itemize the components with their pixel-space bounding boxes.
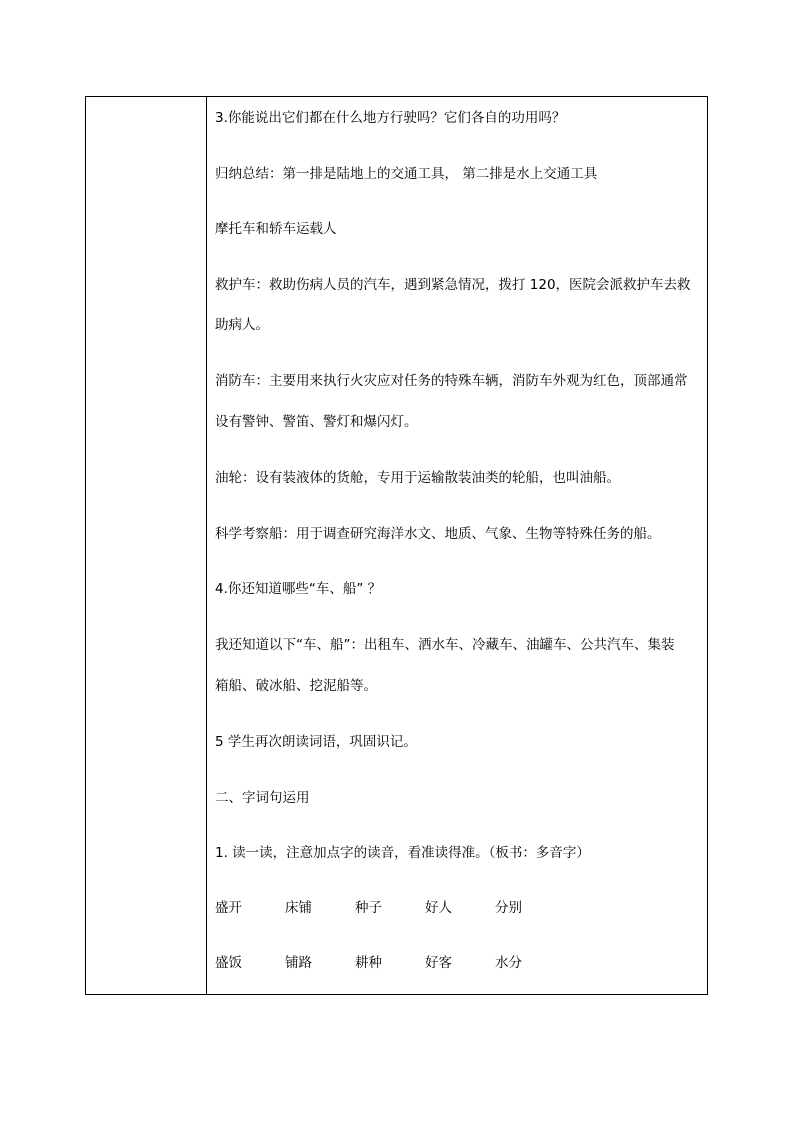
motor-line: 摩托车和轿车运载人 xyxy=(215,221,337,237)
question-4: 4.你还知道哪些“车、船” ？ xyxy=(215,581,382,597)
research-ship-line: 科学考察船：用于调查研究海洋水文、地质、气象、生物等特殊任务的船。 xyxy=(215,526,661,542)
word-cell: 水分 xyxy=(495,955,522,971)
word-cell: 盛开 xyxy=(215,900,242,916)
word-cell: 好人 xyxy=(425,900,452,916)
word-cell: 铺路 xyxy=(285,955,312,971)
known-vehicles-line-2: 箱船、破冰船、挖泥船等。 xyxy=(215,678,377,694)
word-cell: 床铺 xyxy=(285,900,312,916)
word-cell: 分别 xyxy=(495,900,522,916)
question-3: 3.你能说出它们都在什么地方行驶吗？它们各自的功用吗？ xyxy=(215,110,566,126)
read-exercise-line: 1. 读一读，注意加点字的读音，看准读得准。（板书：多音字） xyxy=(215,845,590,861)
word-cell: 耕种 xyxy=(355,955,382,971)
ambulance-line-1: 救护车：救助伤病人员的汽车，遇到紧急情况，拨打 120，医院会派救护车去救 xyxy=(215,277,691,293)
left-column-cell xyxy=(86,97,207,994)
reread-line: 5 学生再次朗读词语，巩固识记。 xyxy=(215,734,417,750)
summary-line: 归纳总结：第一排是陆地上的交通工具， 第二排是水上交通工具 xyxy=(215,166,598,182)
word-cell: 好客 xyxy=(425,955,452,971)
known-vehicles-line-1: 我还知道以下“车、船”：出租车、洒水车、冷藏车、油罐车、公共汽车、集装 xyxy=(215,637,675,653)
tanker-line: 油轮：设有装液体的货舱，专用于运输散装油类的轮船，也叫油船。 xyxy=(215,470,620,486)
fire-truck-line-1: 消防车：主要用来执行火灾应对任务的特殊车辆，消防车外观为红色，顶部通常 xyxy=(215,373,688,389)
fire-truck-line-2: 设有警钟、警笛、警灯和爆闪灯。 xyxy=(215,414,418,430)
word-cell: 盛饭 xyxy=(215,955,242,971)
word-cell: 种子 xyxy=(355,900,382,916)
section-2-heading: 二、字词句运用 xyxy=(215,790,310,806)
ambulance-line-2: 助病人。 xyxy=(215,317,269,333)
